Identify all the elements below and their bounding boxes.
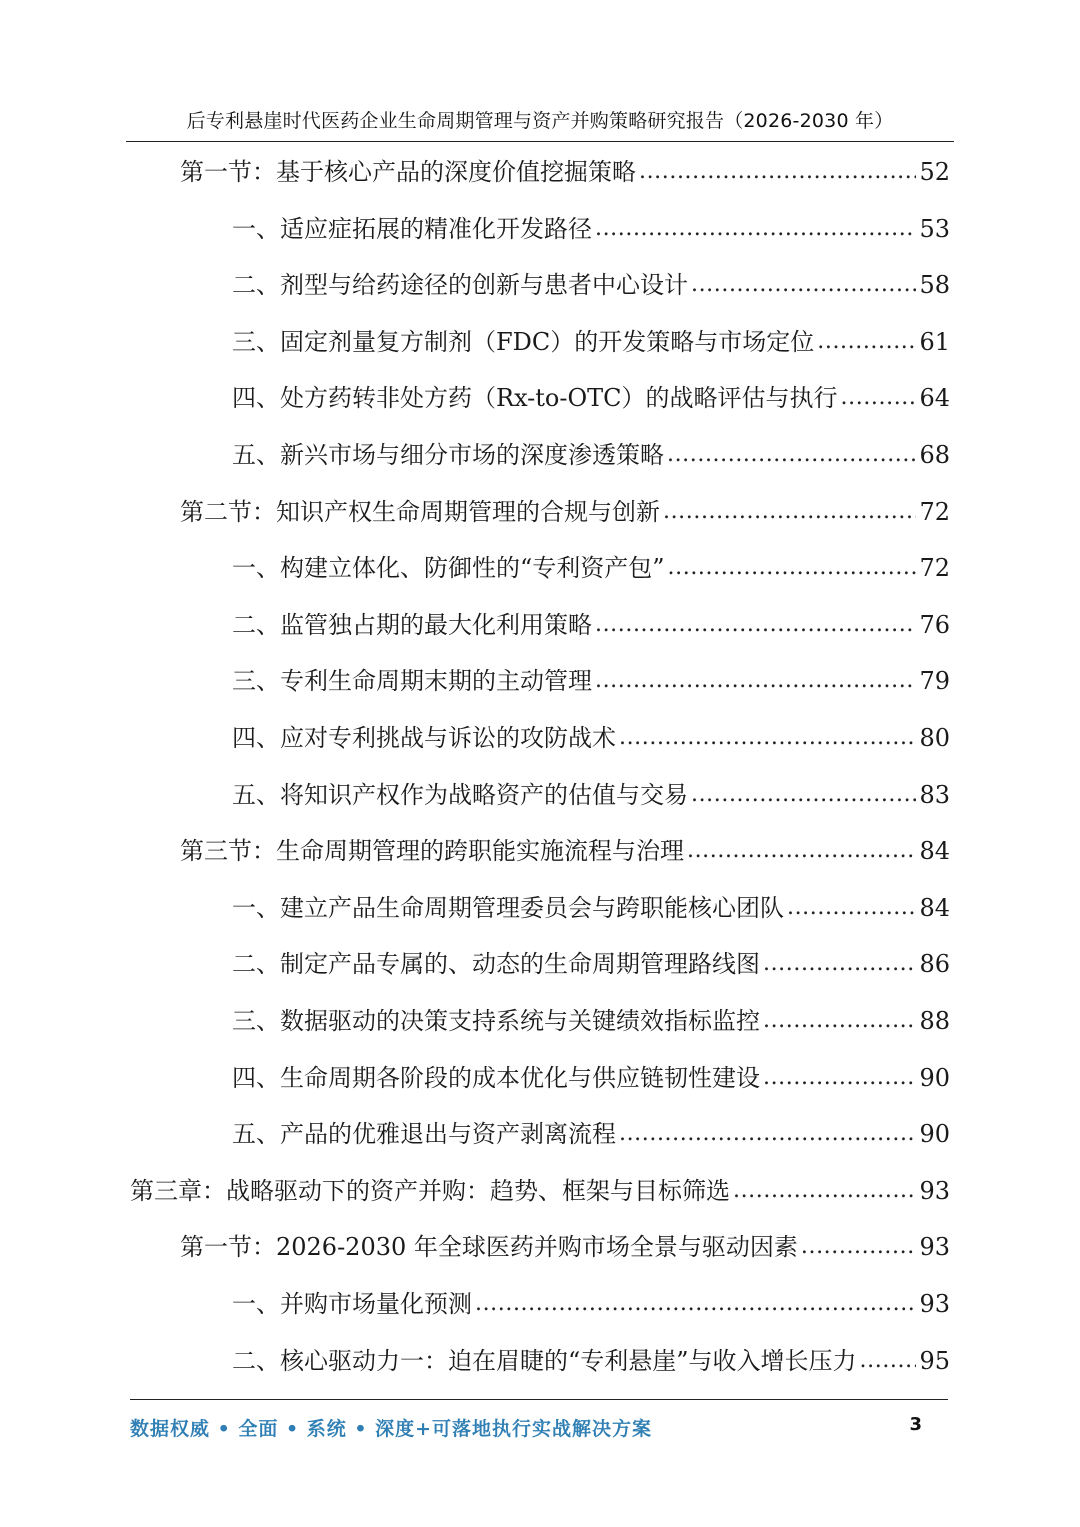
toc-dot-leader (763, 1054, 916, 1102)
toc-dot-leader (733, 1167, 916, 1215)
toc-entry[interactable] (232, 884, 950, 932)
toc-entry-page: 53 (919, 214, 950, 243)
toc-entry-page: 84 (919, 893, 950, 922)
footer-divider (130, 1399, 948, 1400)
toc-dot-leader (687, 827, 916, 875)
toc-entry[interactable] (232, 1054, 950, 1102)
toc-entry-page: 61 (919, 327, 950, 356)
toc-entry[interactable] (232, 601, 950, 649)
toc-entry-title: 第二节：知识产权生命周期管理的合规与创新 (180, 497, 660, 526)
toc-entry[interactable] (232, 714, 950, 762)
toc-entry[interactable] (180, 1223, 950, 1271)
toc-entry-page: 52 (919, 158, 950, 186)
toc-entry-title: 一、并购市场量化预测 (232, 1290, 472, 1318)
toc-entry-title: 四、应对专利挑战与诉讼的攻防战术 (232, 724, 616, 752)
toc-dot-leader (667, 431, 916, 479)
toc-entry[interactable] (232, 318, 950, 366)
toc-dot-leader (763, 940, 916, 988)
toc-entry-title: 第一节：2026-2030 年全球医药并购市场全景与驱动因素 (180, 1233, 798, 1262)
toc-entry-title: 一、建立产品生命周期管理委员会与跨职能核心团队 (232, 893, 784, 922)
toc-entry-title: 四、生命周期各阶段的成本优化与供应链韧性建设 (232, 1063, 760, 1092)
toc-entry-title: 三、固定剂量复方制剂（FDC）的开发策略与市场定位 (232, 327, 815, 356)
toc-dot-leader (475, 1280, 916, 1328)
toc-dot-leader (763, 997, 916, 1045)
toc-entry-page: 72 (919, 497, 950, 526)
toc-entry-title: 一、适应症拓展的精准化开发路径 (232, 214, 592, 243)
toc-entry[interactable] (232, 997, 950, 1045)
toc-dot-leader (595, 601, 916, 649)
toc-entry[interactable] (232, 205, 950, 253)
toc-entry-page: 86 (919, 950, 950, 979)
toc-entry[interactable] (232, 657, 950, 705)
toc-entry[interactable] (232, 1280, 950, 1328)
toc-entry-title: 二、制定产品专属的、动态的生命周期管理路线图 (232, 950, 760, 979)
toc-entry-title: 二、剂型与给药途径的创新与患者中心设计 (232, 271, 688, 300)
toc-dot-leader (691, 261, 916, 309)
toc-entry[interactable] (232, 374, 950, 422)
footer-slogan: 数据权威 • 全面 • 系统 • 深度+可落地执行实战解决方案 (130, 1418, 653, 1440)
toc-entry-page: 64 (919, 384, 950, 413)
toc-dot-leader (841, 374, 917, 422)
toc-entry-title: 二、监管独占期的最大化利用策略 (232, 610, 592, 639)
toc-entry-page: 84 (919, 837, 950, 866)
toc-entry-page: 72 (919, 554, 950, 583)
toc-dot-leader (619, 1110, 916, 1158)
toc-entry-page: 93 (919, 1290, 950, 1318)
toc-dot-leader (663, 488, 916, 536)
toc-entry-title: 二、核心驱动力一：迫在眉睫的“专利悬崖”与收入增长压力 (232, 1346, 857, 1375)
toc-entry-page: 93 (919, 1176, 950, 1205)
toc-dot-leader (801, 1223, 917, 1271)
toc-entry-page: 68 (919, 441, 950, 469)
toc-entry-title: 五、新兴市场与细分市场的深度渗透策略 (232, 441, 664, 469)
toc-dot-leader (860, 1337, 917, 1385)
toc-entry[interactable] (180, 148, 950, 196)
toc-entry-title: 三、专利生命周期末期的主动管理 (232, 667, 592, 696)
toc-entry-title: 第一节：基于核心产品的深度价值挖掘策略 (180, 158, 636, 186)
toc-entry[interactable] (130, 1167, 950, 1215)
toc-entry-page: 83 (919, 780, 950, 809)
toc-dot-leader (817, 318, 916, 366)
toc-dot-leader (619, 714, 916, 762)
toc-entry[interactable] (180, 827, 950, 875)
toc-dot-leader (787, 884, 916, 932)
toc-entry[interactable] (232, 771, 950, 819)
toc-entry-page: 90 (919, 1063, 950, 1092)
toc-entry[interactable] (232, 431, 950, 479)
toc-entry-title: 四、处方药转非处方药（Rx-to-OTC）的战略评估与执行 (232, 384, 838, 413)
toc-dot-leader (639, 148, 916, 196)
toc-dot-leader (668, 544, 917, 592)
toc-entry[interactable] (180, 488, 950, 536)
toc-entry-page: 76 (919, 610, 950, 639)
page-number: 3 (909, 1414, 922, 1435)
toc-dot-leader (691, 771, 916, 819)
toc-entry[interactable] (232, 544, 950, 592)
toc-entry-page: 79 (919, 667, 950, 696)
toc-entry-page: 58 (919, 271, 950, 300)
page-header-title: 后专利悬崖时代医药企业生命周期管理与资产并购策略研究报告（2026-2030 年） (186, 110, 894, 132)
toc-entry-page: 93 (919, 1233, 950, 1262)
toc-entry-title: 第三章：战略驱动下的资产并购：趋势、框架与目标筛选 (130, 1176, 730, 1205)
toc-entry[interactable] (232, 261, 950, 309)
toc-entry-page: 95 (919, 1346, 950, 1375)
header-divider (126, 141, 954, 142)
toc-entry-title: 五、产品的优雅退出与资产剥离流程 (232, 1120, 616, 1149)
toc-entry-page: 90 (919, 1120, 950, 1149)
toc-entry-page: 88 (919, 1007, 950, 1035)
toc-entry-title: 第三节：生命周期管理的跨职能实施流程与治理 (180, 837, 684, 866)
toc-entry-title: 五、将知识产权作为战略资产的估值与交易 (232, 780, 688, 809)
toc-entry-title: 一、构建立体化、防御性的“专利资产包” (232, 554, 665, 583)
toc-entry-page: 80 (919, 724, 950, 752)
toc-entry[interactable] (232, 940, 950, 988)
toc-entry-title: 三、数据驱动的决策支持系统与关键绩效指标监控 (232, 1007, 760, 1035)
toc-entry[interactable] (232, 1337, 950, 1385)
toc-dot-leader (595, 205, 916, 253)
toc-entry[interactable] (232, 1110, 950, 1158)
toc-dot-leader (595, 657, 916, 705)
